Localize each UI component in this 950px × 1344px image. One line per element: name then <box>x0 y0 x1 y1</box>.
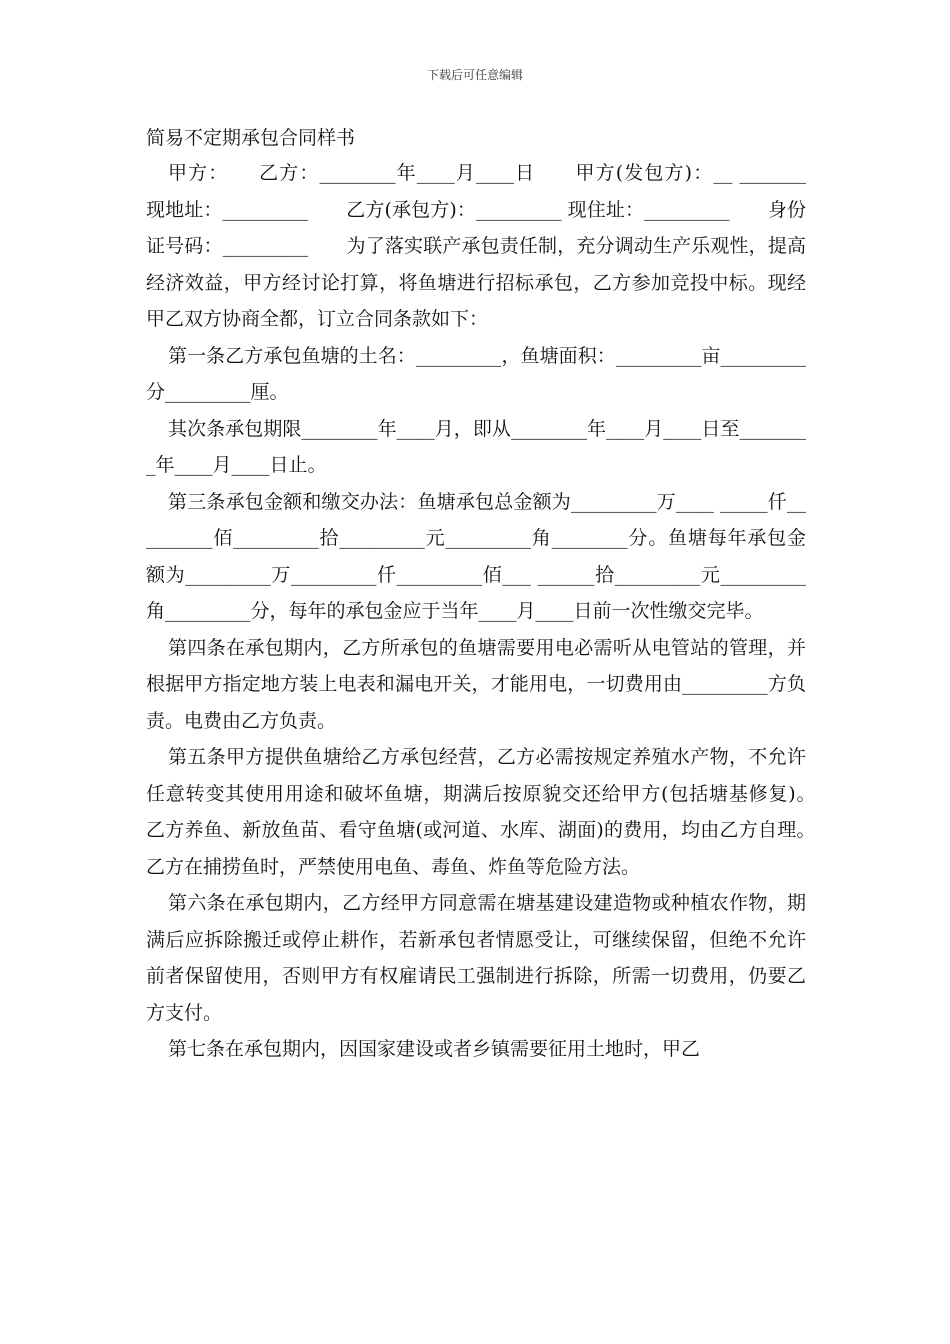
paragraph-article-3: 第三条承包金额和缴交办法：鱼塘承包总金额为_________万____ _____仟_________佰_________拾_________元_________角________分。鱼塘每年承包金额为_________万_________仟_________佰___ ______拾_________元_________角_________分，每年的承包金应于当年____月____日前一次性缴交完毕。 <box>146 490 806 622</box>
document-title: 简易不定期承包合同样书 <box>146 127 356 149</box>
paragraph-article-7: 第七条在承包期内，因国家建设或者乡镇需要征用土地时，甲乙 <box>168 1038 701 1060</box>
paragraph-article-4: 第四条在承包期内，乙方所承包的鱼塘需要用电必需听从电管站的管理，并根据甲方指定地方装上电表和漏电开关，才能用电，一切费用由_________方负责。电费由乙方负责。 <box>146 636 806 732</box>
paragraph-parties: 甲方： 乙方：________年____月____日 甲方(发包方)：__ _______ 现地址：_________ 乙方(承包方)：_________ 现住址：_________ 身份证号码：_________ 为了落实联产承包责任制，充分调动生产乐观性，提高经济效益，甲方经讨论打算，将鱼塘进行招标承包，乙方参加竞投中标。现经甲乙双方协商全都，订立合同条款如下： <box>146 162 845 330</box>
paragraph-article-6: 第六条在承包期内，乙方经甲方同意需在塘基建设建造物或种植农作物，期满后应拆除搬迁或停止耕作，若新承包者情愿受让，可继续保留，但绝不允许前者保留使用，否则甲方有权雇请民工强制进行拆除，所需一切费用，仍要乙方支付。 <box>146 892 806 1024</box>
paragraph-article-5: 第五条甲方提供鱼塘给乙方承包经营，乙方必需按规定养殖水产物，不允许任意转变其使用用途和破坏鱼塘，期满后按原貌交还给甲方(包括塘基修复)。 乙方养鱼、新放鱼苗、看守鱼塘(或河道、水库、湖面)的费用，均由乙方自理。 乙方在捕捞鱼时，严禁使用电鱼、毒鱼、炸鱼等危险方法。 <box>146 746 845 878</box>
paragraph-article-1: 第一条乙方承包鱼塘的土名：_________，鱼塘面积：_________亩_________分_________厘。 <box>146 344 806 403</box>
header-note: 下载后可任意编辑 <box>426 68 523 82</box>
paragraph-article-2: 其次条承包期限________年____月，即从________年____月____日至________年____月____日止。 <box>146 417 806 476</box>
document-body <box>146 155 845 1068</box>
